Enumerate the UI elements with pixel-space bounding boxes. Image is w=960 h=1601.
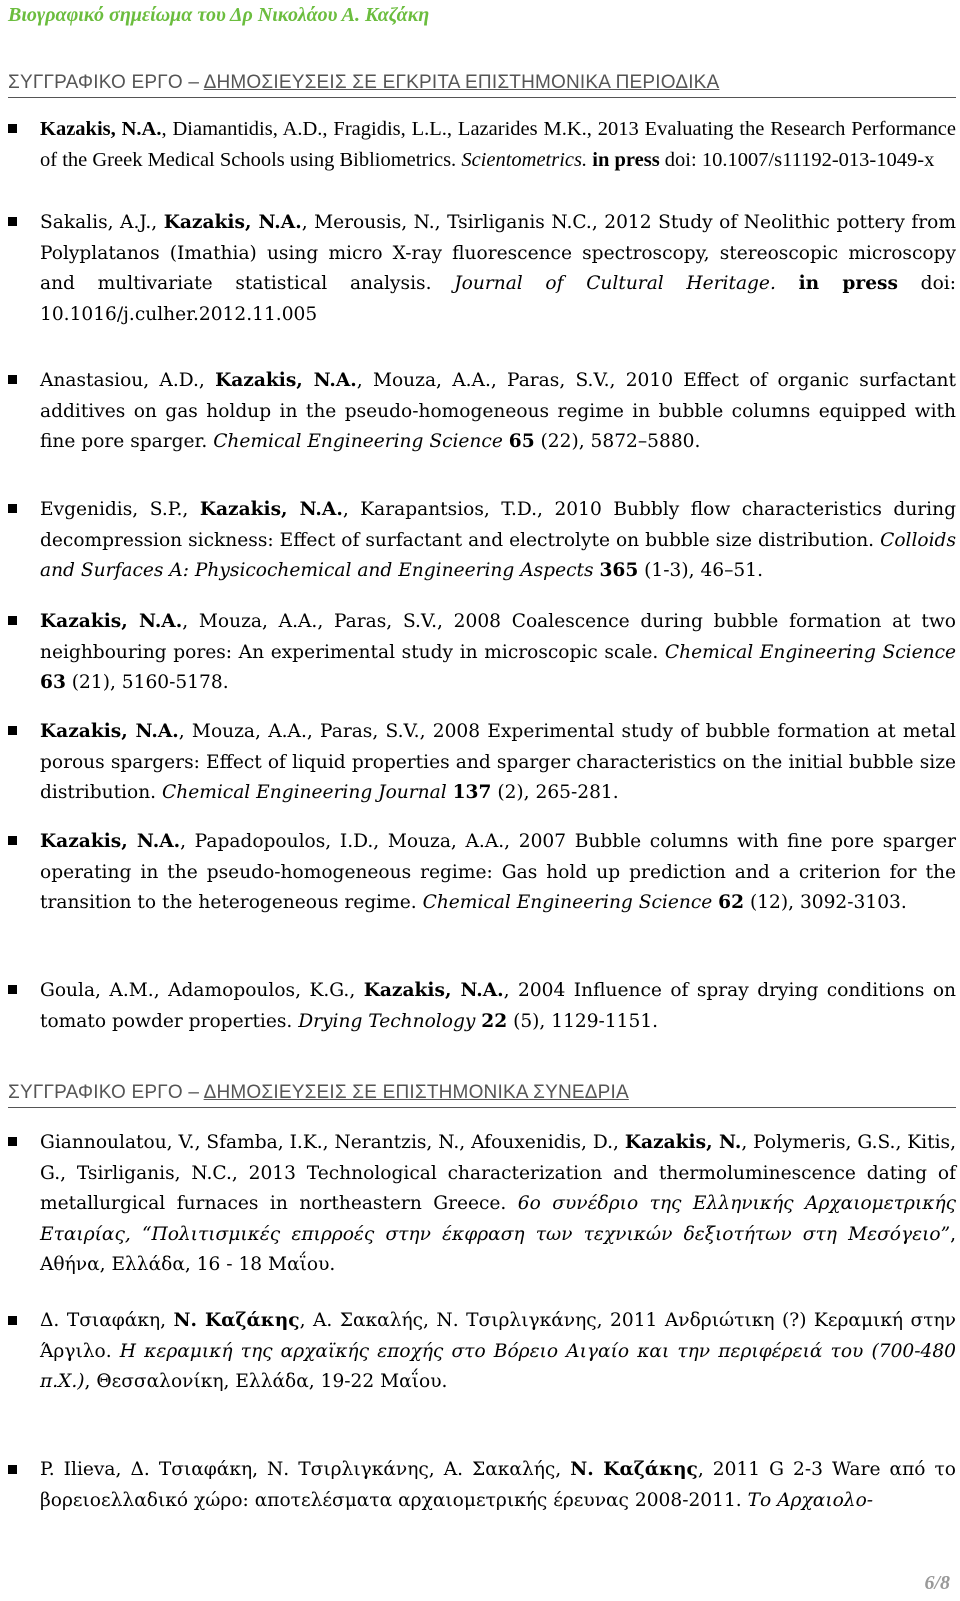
publication-title: Journal of Cultural Heritage. — [454, 273, 776, 294]
list-item — [40, 366, 956, 458]
page-header-title: Βιογραφικό σημείωμα του Δρ Νικολάου Α. Καζάκη — [8, 4, 430, 26]
entry-text: Anastasiou, A.D., — [40, 370, 216, 391]
entry-text: , Mouza, A.A., Paras, S.V., 2008 Coalescence during bubble formation at two neighbouring pores: An experimental study in microscopic scale. — [40, 611, 956, 663]
entry-text: Giannoulatou, V., Sfamba, I.K., Nerantzis, N., Afouxenidis, D., — [40, 1132, 625, 1153]
publication-title: Η κεραμική της αρχαϊκής εποχής στο Βόρειο Αιγαίο και την περιφέρειά του (700-480 π.Χ.) — [40, 1340, 956, 1392]
entry-text: , Θεσσαλονίκη, Ελλάδα, 19-22 Μαΐου. — [84, 1371, 448, 1392]
author-highlight: Kazakis, N.A. — [40, 831, 181, 852]
publication-title: Drying Technology — [298, 1010, 476, 1032]
entry-text: (1-3), 46–51. — [638, 560, 763, 581]
bullet-icon — [8, 124, 17, 133]
entry-text: P. Ilieva, Δ. Τσιαφάκη, Ν. Τσιρλιγκάνης, Α. Σακαλής, — [40, 1459, 571, 1480]
entry-text: Sakalis, A.J., — [40, 212, 164, 233]
list-item — [40, 976, 956, 1037]
section-heading-underlined: ΔΗΜΟΣΙΕΥΣΕΙΣ ΣΕ ΕΓΚΡΙΤΑ ΕΠΙΣΤΗΜΟΝΙΚΑ ΠΕΡΙΟΔΙΚΑ — [203, 72, 720, 93]
entry-text: , 2011 G 2-3 Ware από το βορειοελλαδικό χώρο: αποτελέσματα αρχαιομετρικής έρευνας 2008-2011. — [40, 1459, 956, 1511]
author-highlight: Kazakis, N.A. — [40, 721, 179, 742]
author-highlight: 137 — [452, 782, 492, 803]
bullet-icon — [8, 1137, 17, 1146]
publication-title: Chemical Engineering Science — [213, 431, 503, 452]
author-highlight: Kazakis, N.A. — [363, 980, 504, 1001]
author-highlight: Kazakis, N.A. — [163, 212, 302, 233]
entry-text: , Α. Σακαλής, Ν. Τσιρλιγκάνης, 2011 Ανδριώτικη (?) Κεραμική στην Άργιλο. — [40, 1310, 956, 1362]
author-highlight: Kazakis, N.A. — [215, 370, 357, 391]
author-highlight: Kazakis, N.A. — [199, 499, 343, 520]
entry-text: (12), 3092-3103. — [744, 892, 907, 913]
entry-text: , Αθήνα, Ελλάδα, 16 - 18 Μαΐου. — [40, 1223, 956, 1275]
section-heading-journals — [8, 72, 956, 98]
author-highlight: in press — [798, 273, 898, 294]
bullet-icon — [8, 836, 17, 845]
author-highlight: 65 — [508, 431, 535, 452]
publication-title: Chemical Engineering Science — [422, 892, 713, 913]
bullet-icon — [8, 1465, 17, 1474]
bullet-icon — [8, 726, 17, 735]
author-highlight: in press — [592, 148, 660, 171]
publication-title: Scientometrics. — [461, 148, 588, 171]
author-highlight: 62 — [718, 892, 745, 913]
entry-text: doi: 10.1016/j.culher.2012.11.005 — [40, 273, 956, 325]
list-item — [40, 717, 956, 809]
section-heading-prefix: ΣΥΓΓΡΑΦΙΚΟ ΕΡΓΟ – — [8, 1082, 204, 1103]
publication-title: Chemical Engineering Journal — [162, 782, 447, 803]
entry-text: (2), 265-281. — [491, 782, 619, 803]
bullet-icon — [8, 375, 17, 384]
author-highlight: 63 — [40, 672, 66, 693]
section-heading-underlined: ΔΗΜΟΣΙΕΥΣΕΙΣ ΣΕ ΕΠΙΣΤΗΜΟΝΙΚΑ ΣΥΝΕΔΡΙΑ — [203, 1082, 629, 1103]
author-highlight: 22 — [481, 1010, 508, 1032]
entry-text: (5), 1129-1151. — [507, 1010, 659, 1032]
bullet-icon — [8, 1316, 17, 1325]
publication-title: Chemical Engineering Science — [664, 641, 957, 663]
page-number: 6/8 — [924, 1572, 950, 1594]
entry-text: (22), 5872–5880. — [534, 431, 701, 452]
list-item — [40, 1455, 956, 1516]
section-heading-prefix: ΣΥΓΓΡΑΦΙΚΟ ΕΡΓΟ – — [8, 72, 204, 93]
entry-text: , Mouza, A.A., Paras, S.V., 2010 Effect of organic surfactant additives on gas holdup in the pseudo-homogeneous regime in bubble columns equipped with fine pore sparger. — [40, 370, 956, 452]
bullet-icon — [8, 504, 17, 513]
entry-text — [776, 273, 799, 294]
author-highlight: 365 — [599, 560, 639, 581]
entry-text: doi: 10.1007/s11192-013-1049-x — [659, 148, 935, 171]
list-item — [40, 1306, 956, 1398]
author-highlight: Kazakis, N.A. — [40, 611, 183, 632]
author-highlight: Kazakis, N. — [624, 1132, 742, 1153]
publication-title: 6ο συνέδριο της Ελληνικής Αρχαιομετρικής Εταιρίας, “Πολιτισμικές επιρροές στην έκφραση των τεχνικών δεξιοτήτων στη Μεσόγειο” — [40, 1193, 956, 1245]
bullet-icon — [8, 616, 17, 625]
author-highlight: Kazakis, N.A. — [40, 118, 162, 140]
entry-text: , Karapantsios, T.D., 2010 Bubbly flow characteristics during decompression sickness: Effect of surfactant and electrolyte on bubble size distribution. — [40, 499, 957, 551]
entry-text: , Mouza, A.A., Paras, S.V., 2008 Experimental study of bubble formation at metal porous spargers: Effect of liquid properties and sparger characteristics on the initial bubble size distribution. — [40, 721, 957, 803]
entry-text: Δ. Τσιαφάκη, — [40, 1310, 174, 1331]
section-heading-conferences — [8, 1082, 956, 1108]
list-item — [40, 114, 956, 175]
list-item — [40, 495, 956, 587]
author-highlight: Ν. Καζάκης — [173, 1310, 300, 1331]
entry-text: , Papadopoulos, I.D., Mouza, A.A., 2007 Bubble columns with fine pore sparger operating in the pseudo-homogeneous regime: Gas hold up prediction and a criterion for the transition to the heterogeneous regime. — [40, 831, 956, 913]
publication-title: Το Αρχαιολο- — [747, 1489, 874, 1511]
entry-text: (21), 5160-5178. — [65, 672, 229, 693]
author-highlight: Ν. Καζάκης — [570, 1459, 698, 1480]
entry-text: , Diamantidis, A.D., Fragidis, L.L., Lazarides M.K., 2013 Evaluating the Research Performance of the Greek Medical Schools using Bibliometrics. — [40, 118, 956, 171]
entry-text: Goula, A.M., Adamopoulos, K.G., — [40, 980, 364, 1001]
list-item — [40, 607, 956, 699]
bullet-icon — [8, 985, 17, 994]
entry-text: , Polymeris, G.S., Kitis, G., Tsirliganis, N.C., 2013 Technological characterization and thermoluminescence dating of metallurgical furnaces in northeastern Greece. — [40, 1132, 956, 1214]
bullet-icon — [8, 217, 17, 226]
entry-text: Evgenidis, S.P., — [40, 499, 200, 520]
list-item — [40, 1128, 956, 1281]
entry-text: , Merousis, N., Tsirliganis N.C., 2012 Study of Neolithic pottery from Polyplatanos (Imathia) using micro X-ray fluorescence spectroscopy, stereoscopic microscopy and multivariate statistical analysis. — [40, 212, 957, 294]
list-item — [40, 208, 956, 330]
publication-title: Colloids and Surfaces A: Physicochemical and Engineering Aspects — [40, 529, 956, 581]
entry-text: , 2004 Influence of spray drying conditions on tomato powder properties. — [40, 980, 956, 1032]
list-item — [40, 827, 956, 919]
